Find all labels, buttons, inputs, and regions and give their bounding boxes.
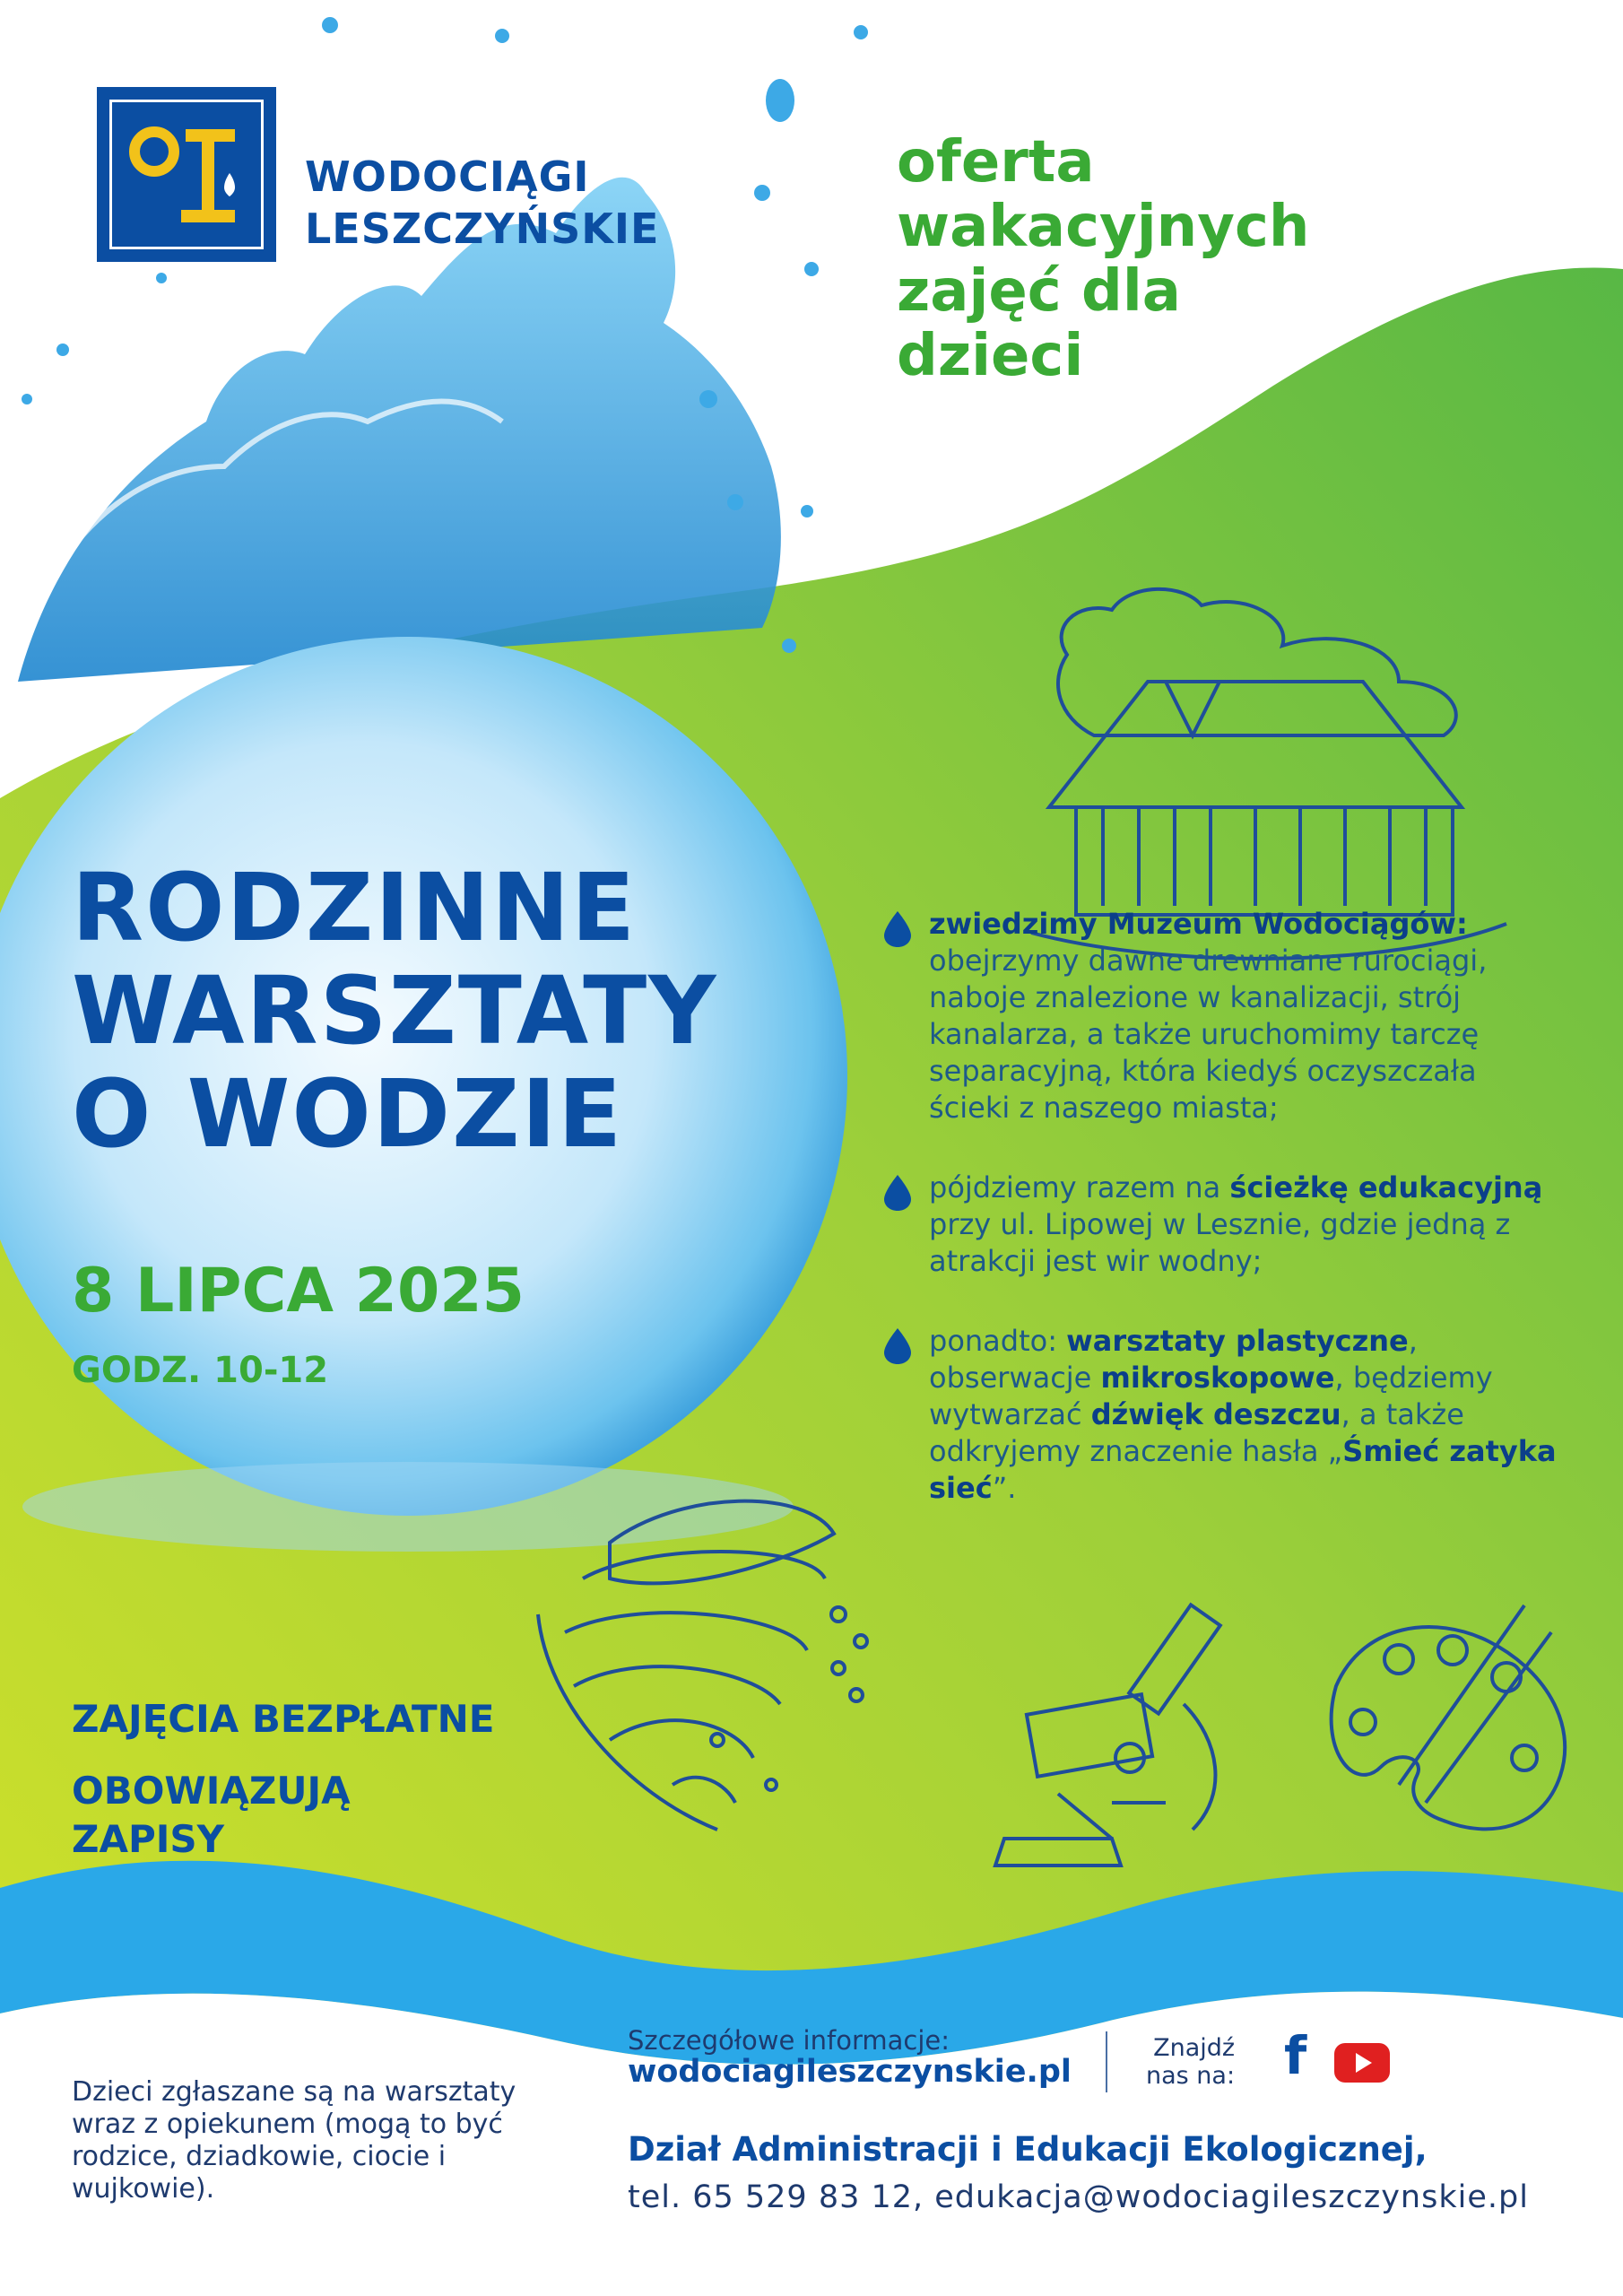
activity-text: ”.	[992, 1471, 1017, 1505]
activity-text: przy ul. Lipowej w Lesznie, gdzie jedną z atrakcji jest wir wodny;	[929, 1207, 1511, 1278]
activity-text: , będziemy wytwarzać	[929, 1361, 1493, 1431]
logo-line-2: LESZCZYŃSKIE	[305, 204, 660, 253]
website-link[interactable]: wodociagileszczynskie.pl	[628, 2054, 1072, 2090]
activity-text: pójdziemy razem na	[929, 1170, 1230, 1205]
event-title-line: RODZINNE	[72, 853, 638, 962]
youtube-play-icon	[1356, 2053, 1372, 2073]
event-title-line: WARSZTATY	[72, 956, 718, 1065]
list-item	[879, 906, 1560, 1126]
signup-required-line-2: ZAPISY	[72, 1817, 225, 1861]
free-notice	[72, 1695, 495, 1864]
activity-highlight: ścieżkę edukacyjną	[1229, 1170, 1543, 1205]
activity-highlight: dźwięk deszczu	[1090, 1397, 1341, 1431]
water-drop-icon	[882, 1173, 913, 1213]
list-item	[879, 1323, 1560, 1507]
water-drop-icon	[882, 909, 913, 949]
logo-line-1: WODOCIĄGI	[305, 152, 590, 201]
subtitle-line: zajęć dla	[897, 258, 1181, 325]
subtitle-line: wakacyjnych	[897, 194, 1310, 260]
free-classes-label: ZAJĘCIA BEZPŁATNE	[72, 1697, 495, 1741]
water-drop-icon	[882, 1326, 913, 1366]
activity-highlight: zwiedzimy Muzeum Wodociągów:	[929, 907, 1468, 941]
event-time: GODZ. 10-12	[72, 1350, 329, 1391]
find-us-line-1: Znajdź	[1153, 2034, 1236, 2062]
event-date: 8 LIPCA 2025	[72, 1256, 525, 1326]
find-us-line-2: nas na:	[1146, 2062, 1236, 2090]
guardian-note: Dzieci zgłaszane są na warsztaty wraz z opiekunem (mogą to być rodzice, dziadkowie, ciocie i wujkowie).	[72, 2076, 516, 2205]
facebook-icon[interactable]: f	[1284, 2025, 1307, 2086]
activity-text: , a także odkryjemy znaczenie hasła „	[929, 1397, 1464, 1468]
event-title-line: O WODZIE	[72, 1059, 624, 1169]
signup-required-line-1: OBOWIĄZUJĄ	[72, 1769, 351, 1813]
logo-wordmark[interactable]	[305, 151, 659, 255]
activity-text: ponadto:	[929, 1324, 1067, 1358]
activity-text: , obserwacje	[929, 1324, 1418, 1395]
event-title	[72, 853, 718, 1169]
activity-text: obejrzymy dawne drewniane rurociągi, naboje znalezione w kanalizacji, strój kanalarza, a także uruchomimy tarczę separacyjną, która kiedyś oczyszczała ścieki z naszego miasta;	[929, 944, 1488, 1125]
subtitle-line: oferta	[897, 129, 1095, 196]
logo-emblem[interactable]	[97, 87, 276, 262]
list-item	[879, 1170, 1560, 1280]
youtube-icon[interactable]	[1334, 2043, 1390, 2083]
department-name: Dział Administracji i Edukacji Ekologicznej,	[628, 2130, 1428, 2169]
activity-highlight: mikroskopowe	[1100, 1361, 1335, 1395]
find-us-label	[1146, 2034, 1235, 2090]
subtitle-line: dzieci	[897, 323, 1084, 389]
activity-highlight: warsztaty plastyczne	[1066, 1324, 1409, 1358]
footer-divider	[1106, 2031, 1107, 2092]
logo-emblem-icon	[118, 109, 255, 241]
offer-subtitle	[897, 130, 1399, 388]
info-label: Szczegółowe informacje:	[628, 2025, 950, 2056]
activities-list	[879, 906, 1560, 1550]
activity-highlight: Śmieć zatyka sieć	[929, 1434, 1557, 1505]
contact-info[interactable]: tel. 65 529 83 12, edukacja@wodociagileszczynskie.pl	[628, 2179, 1529, 2215]
